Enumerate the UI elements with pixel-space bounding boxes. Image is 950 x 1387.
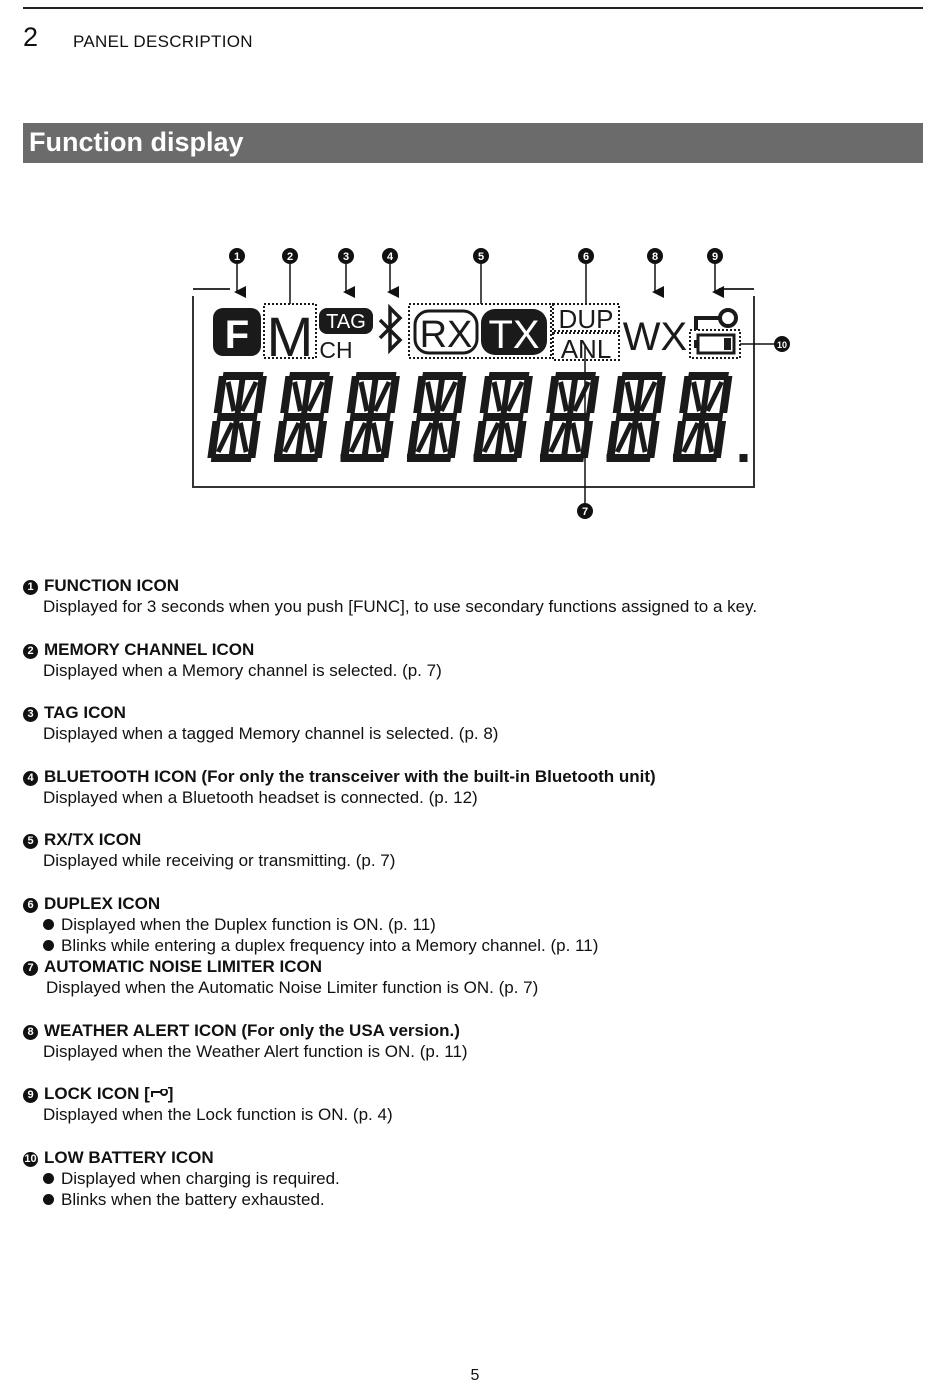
- item-bullet: Blinks while entering a duplex frequency into a Memory channel. (p. 11): [23, 935, 923, 956]
- item-description: Displayed when a Memory channel is selected. (p. 7): [43, 660, 442, 680]
- item-7: [23, 956, 923, 1020]
- svg-text:RX: RX: [419, 314, 473, 356]
- duplex-icon: [553, 304, 619, 334]
- item-title-text: WEATHER ALERT ICON (For only the USA version.): [44, 1020, 460, 1040]
- item-description: Displayed while receiving or transmitting. (p. 7): [43, 851, 396, 870]
- low-battery-icon: [690, 330, 740, 358]
- item-title: [23, 575, 923, 596]
- item-number-badge: 3: [23, 707, 38, 722]
- svg-text:2: 2: [286, 251, 294, 263]
- segment-digit: [207, 372, 268, 462]
- item-1: [23, 575, 923, 639]
- item-title: [23, 639, 923, 660]
- segment-digit: [539, 372, 600, 462]
- item-number-badge: 5: [23, 834, 38, 849]
- rx-tx-icon: [409, 304, 551, 358]
- section-heading-bar: [23, 123, 923, 163]
- item-title: [23, 1147, 923, 1168]
- segment-digit: [340, 372, 401, 462]
- svg-text:TX: TX: [488, 313, 540, 357]
- bluetooth-icon: [380, 308, 400, 350]
- item-description: Displayed when the Lock function is ON. (p. 4): [43, 1105, 393, 1124]
- item-list: [23, 575, 923, 1210]
- item-number-badge: 9: [23, 1088, 38, 1103]
- callout-10: [740, 336, 790, 352]
- item-title: [23, 1020, 923, 1041]
- item-title: [23, 702, 923, 723]
- item-number-badge: 10: [24, 1152, 37, 1165]
- anl-icon: [553, 333, 619, 364]
- segment-digit: [606, 372, 667, 462]
- item-description: Displayed when the Automatic Noise Limiter function is ON. (p. 7): [46, 978, 539, 997]
- item-number-badge: 4: [23, 771, 38, 786]
- item-number-badge: 1: [23, 580, 38, 595]
- svg-text:5: 5: [477, 251, 485, 263]
- item-description: Displayed for 3 seconds when you push [FUNC], to use secondary functions assigned to a key.: [43, 597, 758, 616]
- weather-alert-icon: WX: [622, 315, 688, 359]
- item-title-text: LOW BATTERY ICON: [44, 1147, 214, 1167]
- svg-text:6: 6: [582, 251, 590, 263]
- item-title: [23, 1083, 923, 1104]
- lock-key-icon: [150, 1084, 168, 1103]
- item-title-text: AUTOMATIC NOISE LIMITER ICON: [44, 957, 322, 976]
- item-5: [23, 829, 923, 893]
- item-description: Displayed when a tagged Memory channel is selected. (p. 8): [43, 724, 499, 743]
- segment-digit: [672, 372, 733, 462]
- item-title: [23, 829, 923, 850]
- callout-4: [382, 248, 398, 292]
- segment-digit: [473, 372, 534, 462]
- svg-text:9: 9: [711, 251, 719, 263]
- item-number-badge: 8: [23, 1025, 38, 1040]
- item-6: [23, 893, 923, 957]
- item-description: Displayed when a Bluetooth headset is connected. (p. 12): [43, 787, 478, 807]
- lock-icon: [694, 310, 736, 330]
- item-title-text: MEMORY CHANNEL ICON: [44, 639, 255, 659]
- item-description: Displayed when the Weather Alert function is ON. (p. 11): [43, 1041, 468, 1061]
- svg-text:TAG: TAG: [326, 311, 366, 333]
- item-title-text: BLUETOOTH ICON (For only the transceiver with the built-in Bluetooth unit): [44, 766, 656, 786]
- digit-display: [207, 372, 748, 462]
- chapter-number: 2: [23, 22, 39, 52]
- item-3: [23, 702, 923, 766]
- page-number: 5: [470, 1367, 480, 1384]
- svg-text:8: 8: [651, 251, 659, 263]
- svg-text:7: 7: [581, 506, 589, 518]
- function-display-diagram: [180, 240, 800, 525]
- svg-text:4: 4: [386, 251, 394, 263]
- item-title: [23, 956, 923, 977]
- svg-text:F: F: [224, 313, 250, 357]
- item-title-text: LOCK ICON [: [44, 1084, 150, 1103]
- item-9: [23, 1083, 923, 1147]
- svg-text:DUP: DUP: [558, 304, 614, 334]
- callout-8: [647, 248, 663, 292]
- svg-text:M: M: [266, 305, 314, 368]
- item-title-text: TAG ICON: [44, 703, 126, 722]
- svg-text:1: 1: [233, 251, 241, 263]
- callout-5: [473, 248, 489, 304]
- item-bullet: Displayed when charging is required.: [23, 1168, 923, 1189]
- item-number-badge: 6: [23, 898, 38, 913]
- chapter-title: PANEL DESCRIPTION: [73, 32, 253, 51]
- item-10: [23, 1147, 923, 1211]
- section-title: Function display: [29, 127, 244, 157]
- segment-digit: [273, 372, 334, 462]
- item-title: [23, 893, 923, 914]
- item-bullet: Blinks when the battery exhausted.: [23, 1189, 923, 1210]
- function-icon: [213, 308, 261, 357]
- tag-icon: [319, 308, 373, 334]
- svg-text:10: 10: [776, 340, 788, 350]
- item-title-text: RX/TX ICON: [44, 830, 142, 849]
- item-8: [23, 1020, 923, 1084]
- callout-9: [707, 248, 723, 292]
- item-title-text: FUNCTION ICON: [44, 576, 180, 595]
- memory-channel-icon: [264, 304, 316, 368]
- decimal-point: [740, 454, 748, 462]
- item-bullet: Displayed when the Duplex function is ON. (p. 11): [23, 914, 923, 935]
- item-title: [23, 766, 923, 787]
- item-2: [23, 639, 923, 703]
- item-title-suffix: ]: [167, 1084, 174, 1103]
- item-4: [23, 766, 923, 830]
- item-number-badge: 7: [23, 961, 38, 976]
- svg-text:ANL: ANL: [560, 334, 612, 364]
- header-rule: [23, 7, 923, 9]
- callout-1: [229, 248, 245, 292]
- item-title-text: DUPLEX ICON: [44, 893, 161, 913]
- ch-label: CH: [319, 337, 353, 363]
- callout-6: [578, 248, 594, 304]
- segment-digit: [406, 372, 467, 462]
- svg-text:3: 3: [342, 251, 350, 263]
- callout-3: [338, 248, 354, 292]
- item-number-badge: 2: [23, 644, 38, 659]
- callout-2: [282, 248, 298, 304]
